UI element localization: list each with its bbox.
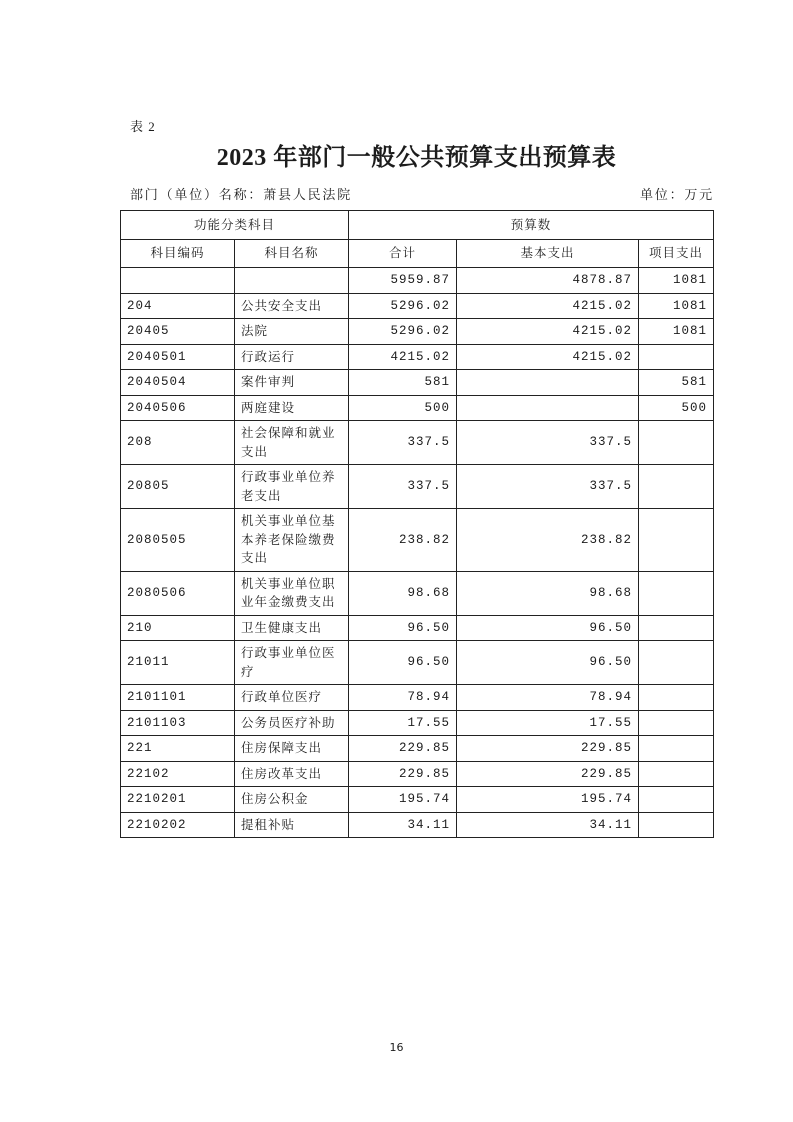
cell-code: 2210201: [121, 787, 235, 813]
cell-basic: 34.11: [457, 812, 639, 838]
cell-project: [639, 685, 714, 711]
cell-basic: 98.68: [457, 571, 639, 615]
cell-name: [235, 268, 349, 294]
cell-total: 34.11: [349, 812, 457, 838]
cell-basic: [457, 370, 639, 396]
cell-project: 1081: [639, 293, 714, 319]
table-label: 表 2: [130, 119, 156, 134]
table-row: [121, 344, 714, 370]
column-header-name: 科目名称: [235, 239, 349, 268]
cell-total: 4215.02: [349, 344, 457, 370]
cell-code: 20805: [121, 465, 235, 509]
cell-code: [121, 268, 235, 294]
cell-name: 社会保障和就业支出: [235, 421, 349, 465]
cell-basic: 4215.02: [457, 293, 639, 319]
cell-total: 96.50: [349, 641, 457, 685]
cell-total: 17.55: [349, 710, 457, 736]
cell-code: 2210202: [121, 812, 235, 838]
cell-code: 204: [121, 293, 235, 319]
cell-name: 机关事业单位基本养老保险缴费支出: [235, 509, 349, 572]
cell-name: 提租补贴: [235, 812, 349, 838]
cell-total: 5959.87: [349, 268, 457, 294]
cell-basic: 96.50: [457, 615, 639, 641]
page-title: 2023 年部门一般公共预算支出预算表: [216, 145, 617, 171]
cell-basic: 238.82: [457, 509, 639, 572]
cell-total: 229.85: [349, 736, 457, 762]
cell-project: [639, 421, 714, 465]
cell-code: 2040504: [121, 370, 235, 396]
cell-basic: 229.85: [457, 736, 639, 762]
cell-name: 卫生健康支出: [235, 615, 349, 641]
table-row: [121, 571, 714, 615]
cell-project: 1081: [639, 319, 714, 345]
cell-project: [639, 465, 714, 509]
table-body: [121, 268, 714, 838]
cell-code: 2080506: [121, 571, 235, 615]
cell-total: 337.5: [349, 465, 457, 509]
column-header-project: 项目支出: [639, 239, 714, 268]
cell-total: 96.50: [349, 615, 457, 641]
column-header-code: 科目编码: [121, 239, 235, 268]
cell-code: 208: [121, 421, 235, 465]
group-header-row: [121, 211, 714, 240]
budget-table: [120, 210, 714, 838]
cell-project: [639, 641, 714, 685]
group-header-budget: 预算数: [349, 211, 714, 240]
cell-project: [639, 571, 714, 615]
cell-total: 238.82: [349, 509, 457, 572]
cell-basic: 195.74: [457, 787, 639, 813]
cell-name: 机关事业单位职业年金缴费支出: [235, 571, 349, 615]
cell-code: 21011: [121, 641, 235, 685]
cell-total: 5296.02: [349, 319, 457, 345]
cell-basic: 78.94: [457, 685, 639, 711]
table-row: [121, 615, 714, 641]
table-row: [121, 761, 714, 787]
cell-basic: 96.50: [457, 641, 639, 685]
cell-code: 2101101: [121, 685, 235, 711]
cell-code: 2040506: [121, 395, 235, 421]
table-row: [121, 370, 714, 396]
table-row: [121, 736, 714, 762]
cell-code: 2080505: [121, 509, 235, 572]
cell-total: 581: [349, 370, 457, 396]
cell-name: 案件审判: [235, 370, 349, 396]
table-row: [121, 395, 714, 421]
table-row: [121, 812, 714, 838]
cell-project: [639, 509, 714, 572]
table-row: [121, 293, 714, 319]
department-name: 部门（单位）名称：萧县人民法院: [130, 187, 353, 202]
cell-basic: 17.55: [457, 710, 639, 736]
cell-total: 98.68: [349, 571, 457, 615]
column-header-row: [121, 239, 714, 268]
cell-total: 337.5: [349, 421, 457, 465]
cell-project: [639, 344, 714, 370]
cell-project: [639, 710, 714, 736]
cell-total: 78.94: [349, 685, 457, 711]
cell-name: 行政单位医疗: [235, 685, 349, 711]
cell-basic: 337.5: [457, 421, 639, 465]
cell-basic: 4215.02: [457, 344, 639, 370]
cell-project: 581: [639, 370, 714, 396]
page-number: 16: [389, 1041, 404, 1054]
cell-name: 公共安全支出: [235, 293, 349, 319]
cell-code: 2101103: [121, 710, 235, 736]
cell-code: 20405: [121, 319, 235, 345]
table-row: [121, 319, 714, 345]
cell-code: 221: [121, 736, 235, 762]
cell-name: 法院: [235, 319, 349, 345]
table-row: [121, 509, 714, 572]
table-row: [121, 710, 714, 736]
cell-basic: 4878.87: [457, 268, 639, 294]
unit-label: 单位：万元: [639, 187, 714, 202]
cell-project: [639, 761, 714, 787]
cell-name: 行政事业单位医疗: [235, 641, 349, 685]
column-header-basic: 基本支出: [457, 239, 639, 268]
column-header-total: 合计: [349, 239, 457, 268]
cell-total: 500: [349, 395, 457, 421]
cell-project: [639, 736, 714, 762]
cell-name: 公务员医疗补助: [235, 710, 349, 736]
cell-name: 住房保障支出: [235, 736, 349, 762]
cell-project: [639, 615, 714, 641]
cell-project: [639, 787, 714, 813]
table-row: [121, 465, 714, 509]
cell-basic: [457, 395, 639, 421]
cell-basic: 229.85: [457, 761, 639, 787]
cell-basic: 337.5: [457, 465, 639, 509]
cell-total: 195.74: [349, 787, 457, 813]
cell-project: 1081: [639, 268, 714, 294]
table-row: [121, 421, 714, 465]
cell-name: 住房公积金: [235, 787, 349, 813]
cell-code: 22102: [121, 761, 235, 787]
cell-name: 两庭建设: [235, 395, 349, 421]
cell-total: 229.85: [349, 761, 457, 787]
table-row: [121, 268, 714, 294]
cell-name: 行政事业单位养老支出: [235, 465, 349, 509]
table-header: [121, 211, 714, 268]
cell-total: 5296.02: [349, 293, 457, 319]
cell-project: 500: [639, 395, 714, 421]
cell-code: 210: [121, 615, 235, 641]
table-row: [121, 787, 714, 813]
cell-name: 住房改革支出: [235, 761, 349, 787]
group-header-classification: 功能分类科目: [121, 211, 349, 240]
cell-project: [639, 812, 714, 838]
cell-basic: 4215.02: [457, 319, 639, 345]
cell-code: 2040501: [121, 344, 235, 370]
table-row: [121, 685, 714, 711]
table-row: [121, 641, 714, 685]
cell-name: 行政运行: [235, 344, 349, 370]
